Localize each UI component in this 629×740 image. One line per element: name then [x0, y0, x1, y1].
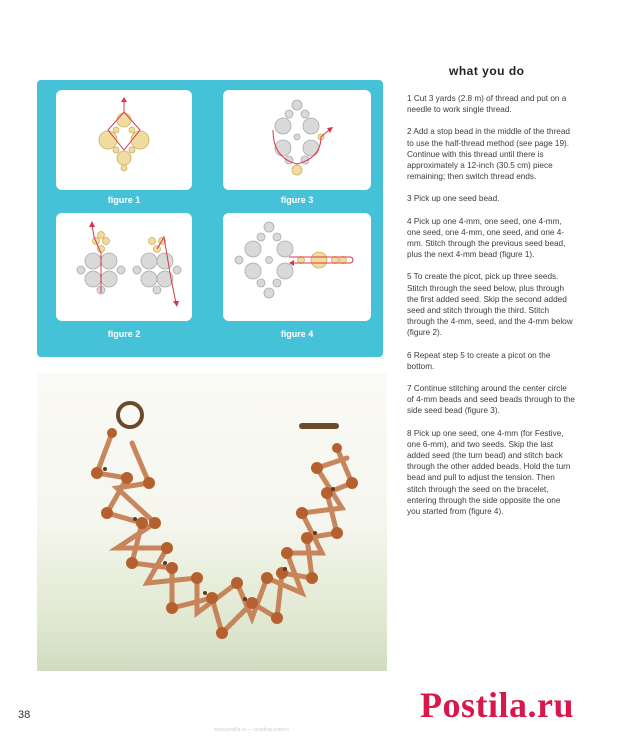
bracelet-image [37, 373, 387, 671]
step-2: 2 Add a stop bead in the middle of the thread to use the half-thread method (see page 19). Continue with this thread until there is approximately a 12-inch (30.5 cm) piece remaining; then switch thread ends. [407, 127, 570, 182]
step-6: 6 Repeat step 5 to create a picot on the bottom. [407, 350, 551, 371]
figure-4-diagram [223, 213, 371, 321]
figure-1-caption: figure 1 [107, 195, 141, 205]
figure-4-card [223, 213, 371, 321]
watermark-logo: Postila.ru [420, 685, 574, 725]
figure-2-card [56, 213, 192, 321]
figure-1-diagram [56, 90, 192, 190]
figure-4-caption: figure 4 [280, 329, 314, 339]
step-8: 8 Pick up one seed, one 4-mm (for Festive, one 6-mm), and two seeds. Skip the last added seed (the turn bead) and stitch back through the other added beads. Hold the turn bead and pull to adjust the tension. Then stitch through the seed on the bracelet, entering through the side opposite the one you started from (figure 4). [407, 428, 571, 517]
figure-2-diagram [56, 213, 192, 321]
figures-panel [37, 80, 383, 357]
figure-3-card [223, 90, 371, 190]
step-1: 1 Cut 3 yards (2.8 m) of thread and put on a needle to work single thread. [407, 94, 567, 115]
section-heading: what you do [449, 64, 525, 78]
figure-2-caption: figure 2 [107, 329, 141, 339]
footer-text: www.postila.ru — beading pattern [214, 727, 289, 733]
step-3: 3 Pick up one seed bead. [407, 194, 500, 204]
figure-1-card [56, 90, 192, 190]
figure-3-diagram [223, 90, 371, 190]
bracelet-photo [37, 373, 387, 671]
figure-3-caption: figure 3 [280, 195, 314, 205]
page-number: 38 [18, 709, 31, 721]
step-5: 5 To create the picot, pick up three seeds. Stitch through the seed below, plus through the first added seed. Skip the second added seed and stitch through the third. Stitch through the 4-mm, seed, and the 4-mm below (figure 2). [407, 272, 573, 338]
step-4: 4 Pick up one 4-mm, one seed, one 4-mm, one seed, one 4-mm, one seed, and one 4-mm. Stitch through the previous seed bead, plus the next 4-mm bead (figure 1). [407, 216, 566, 260]
step-7: 7 Continue stitching around the center circle of 4-mm beads and seed beads through to the side seed bead (figure 3). [407, 384, 575, 416]
instruction-steps [407, 93, 575, 528]
